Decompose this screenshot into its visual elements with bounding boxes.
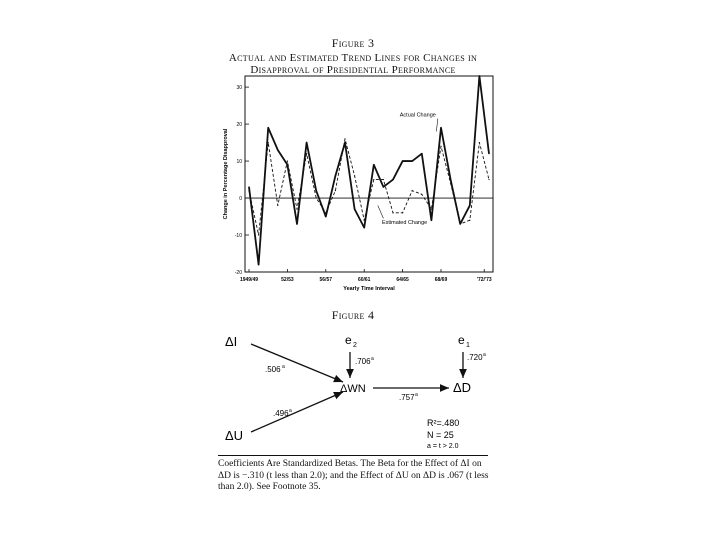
data-point-1-13: [373, 179, 374, 180]
data-point-1-16: [402, 212, 403, 213]
data-point-1-3: [277, 205, 278, 206]
figure-4-label: Figure 4: [331, 308, 375, 322]
data-point-1-8: [325, 212, 326, 213]
y-tick-label-0: 0: [239, 196, 242, 203]
annotation-estimated-leader: [378, 205, 384, 218]
y-axis-label: Change in Percentage Disapproval: [223, 128, 229, 220]
coef-e2-dwn: .706: [355, 357, 371, 366]
data-point-1-18: [421, 194, 422, 195]
y-tick-label--10: -10: [234, 233, 242, 240]
stat-r-squared: R²=.480: [427, 418, 460, 428]
x-tick-label-5: 68/69: [434, 277, 448, 283]
y-tick-label-30: 30: [236, 85, 242, 92]
coef-du-dwn: .496: [273, 409, 289, 418]
plot-frame: [245, 76, 493, 272]
data-point-0-5: [296, 223, 297, 224]
data-point-1-20: [440, 146, 441, 147]
data-point-0-6: [306, 142, 307, 143]
y-tick-label--20: -20: [234, 270, 242, 276]
coef-e1-dd-marker: a: [483, 352, 486, 358]
data-point-0-0: [248, 186, 249, 187]
data-point-0-11: [354, 209, 355, 210]
x-tick-label-3: 60/61: [357, 277, 371, 283]
x-tick-label-1: 52/53: [281, 277, 294, 283]
data-point-1-11: [354, 175, 355, 176]
data-point-1-12: [364, 220, 365, 221]
figure-3-title-line-2: Disapproval of Presidential Performance: [250, 64, 456, 76]
data-point-1-22: [460, 223, 461, 224]
data-point-1-4: [287, 160, 288, 161]
data-point-1-9: [335, 190, 336, 191]
coef-dwn-dd: .757: [399, 393, 415, 402]
data-point-1-23: [469, 220, 470, 221]
data-point-0-1: [258, 264, 259, 265]
y-tick-label-10: 10: [236, 159, 242, 166]
data-point-1-10: [344, 138, 345, 139]
data-point-1-24: [479, 142, 480, 143]
data-point-1-15: [392, 212, 393, 213]
data-point-0-8: [325, 216, 326, 217]
data-point-1-17: [412, 190, 413, 191]
coef-e2-dwn-marker: a: [371, 356, 374, 362]
figure-4-path-diagram: [215, 320, 505, 450]
data-point-1-5: [296, 209, 297, 210]
node-e1: e: [458, 333, 465, 347]
data-point-1-19: [431, 209, 432, 210]
node-e1-subscript: 1: [466, 342, 470, 349]
annotation-actual-change: Actual Change: [399, 112, 436, 119]
data-point-0-15: [392, 179, 393, 180]
data-point-1-7: [316, 197, 317, 198]
x-tick-label-4: 64/65: [396, 277, 409, 283]
data-point-0-3: [277, 149, 278, 150]
data-point-1-21: [450, 183, 451, 184]
data-point-0-7: [316, 190, 317, 191]
data-point-1-25: [488, 179, 489, 180]
node-delta-u: ΔU: [225, 428, 244, 443]
coef-e1-dd: .720: [467, 353, 483, 362]
data-point-1-14: [383, 179, 384, 180]
figure-3-title-line-1: Actual and Estimated Trend Lines for Changes in: [228, 52, 478, 64]
y-tick-label-20: 20: [236, 122, 242, 129]
data-point-0-20: [440, 127, 441, 128]
figure-3-chart: [215, 72, 505, 297]
coef-di-dwn: .506: [265, 365, 281, 374]
figure-3-label: Figure 3: [331, 36, 375, 50]
figure-4-caption: Coefficients Are Standardized Betas. The Beta for the Effect of ΔI on ΔD is −.310 (t less than 2.0); and the Effect of ΔU on ΔD is .067 (t less than 2.0). See Footnote 35.: [218, 459, 489, 492]
path-arrow-di-dwn: [251, 344, 343, 382]
data-point-1-6: [306, 153, 307, 154]
stat-n: N = 25: [427, 430, 454, 440]
data-point-1-1: [258, 234, 259, 235]
stat-significance-note: a = t > 2.0: [427, 443, 459, 450]
data-point-0-9: [335, 175, 336, 176]
annotation-actual-leader: [436, 119, 437, 132]
data-point-0-25: [488, 153, 489, 154]
data-point-0-17: [412, 160, 413, 161]
x-tick-label-2: 56/57: [319, 277, 333, 283]
data-point-0-13: [373, 164, 374, 165]
caption-rule: [218, 455, 488, 456]
data-point-0-16: [402, 160, 403, 161]
data-point-0-19: [431, 220, 432, 221]
data-point-0-18: [421, 153, 422, 154]
coef-di-dwn-marker: a: [282, 364, 285, 370]
x-tick-label-0: 1949/49: [239, 277, 259, 283]
data-point-0-23: [469, 205, 470, 206]
coef-du-dwn-marker: a: [289, 408, 292, 414]
node-e2-subscript: 2: [353, 342, 357, 349]
x-tick-label-6: '72/'73: [476, 277, 492, 283]
path-arrow-du-dwn: [251, 392, 343, 432]
annotation-estimated-change: Estimated Change: [381, 219, 428, 226]
node-delta-d: ΔD: [453, 380, 472, 395]
data-point-1-0: [248, 190, 249, 191]
data-point-0-2: [268, 127, 269, 128]
node-e2: e: [345, 333, 352, 347]
data-point-0-14: [383, 186, 384, 187]
node-delta-wn: ΔWN: [340, 383, 366, 395]
x-axis-label: Yearly Time Interval: [343, 286, 395, 292]
data-point-0-24: [479, 75, 480, 76]
node-delta-i: ΔI: [225, 334, 238, 349]
coef-dwn-dd-marker: a: [415, 392, 418, 398]
data-point-0-12: [364, 227, 365, 228]
data-point-1-2: [268, 142, 269, 143]
